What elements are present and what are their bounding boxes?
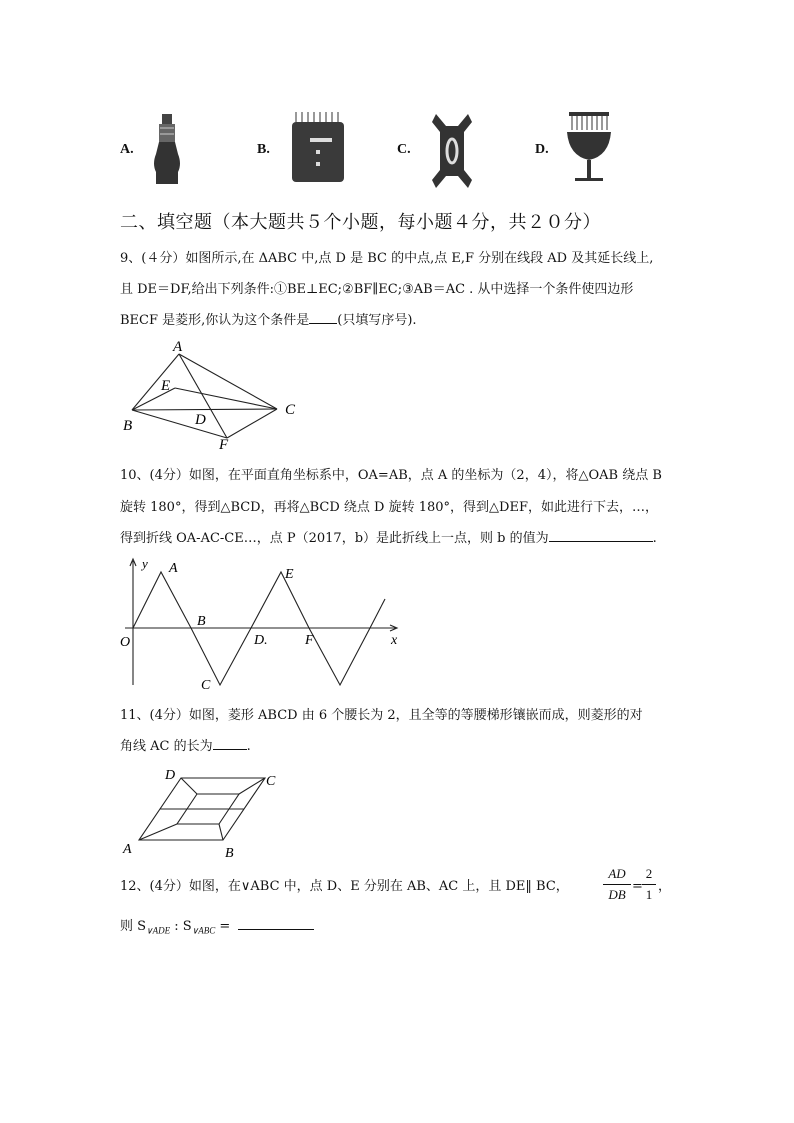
- q12-line-2: [120, 920, 314, 936]
- q9-line-2: 且 DE＝DF,给出下列条件:①BE⊥EC;②BF∥EC;③AB＝AC . 从中选择一个条件使四边形: [120, 282, 634, 297]
- q12-fraction-ad-db: [603, 866, 631, 903]
- q12-fraction-2-1: [642, 866, 656, 903]
- q9-label-f: F: [219, 437, 229, 453]
- q10-label-f: F: [305, 633, 314, 648]
- q10-label-e: E: [285, 567, 294, 582]
- q10-line-2: 旋转 180°，得到△BCD，再将△BCD 绕点 D 旋转 180°，得到△DEF，如此进行下去，…，: [120, 500, 658, 515]
- q10-label-b: B: [197, 614, 206, 629]
- q11-label-d: D: [165, 768, 176, 783]
- q10-label-a: A: [169, 561, 178, 576]
- q12-sub-ade: ∨ADE: [146, 925, 171, 936]
- q12-sub-abc: ∨ABC: [191, 925, 216, 936]
- option-b-label: B.: [257, 142, 270, 157]
- q11-rhombus-figure: [115, 762, 295, 862]
- q12-frac1-den: DB: [603, 884, 631, 903]
- option-a-label: A.: [120, 142, 134, 157]
- q11-line-2-text: 角线 AC 的长为: [120, 739, 213, 754]
- q12-frac2-den: 1: [642, 884, 656, 903]
- q9-label-d: D: [195, 412, 206, 428]
- q11-answer-blank[interactable]: [213, 749, 247, 750]
- q9-label-b: B: [123, 418, 133, 434]
- q12-equals-2: =: [215, 919, 231, 934]
- q9-label-c: C: [285, 402, 296, 418]
- q10-line-3-end: .: [652, 531, 657, 546]
- q10-label-x: x: [391, 633, 398, 648]
- q9-answer-blank[interactable]: [309, 323, 337, 324]
- q9-line-3-end: (只填写序号).: [337, 313, 417, 328]
- q11-label-b: B: [225, 846, 234, 861]
- q12-equals: =: [632, 879, 643, 894]
- q10-label-c: C: [201, 678, 211, 693]
- q9-label-a: A: [173, 339, 183, 355]
- q10-line-3-text: 得到折线 OA-AC-CE…，点 P（2017，b）是此折线上一点，则 b 的值为: [120, 531, 549, 546]
- q10-line-1: 10、(4分）如图，在平面直角坐标系中，OA=AB，点 A 的坐标为（2，4），将△OAB 绕点 B: [120, 468, 662, 483]
- q12-answer-blank[interactable]: [238, 929, 314, 930]
- bottle-figure: [150, 112, 184, 188]
- q9-line-3: [120, 314, 417, 327]
- option-d-label: D.: [535, 142, 549, 157]
- q11-label-a: A: [123, 842, 132, 857]
- q9-line-3-text: BECF 是菱形,你认为这个条件是: [120, 313, 310, 328]
- q12-line-1: [120, 880, 569, 893]
- q9-label-e: E: [161, 378, 171, 394]
- q10-line-3: [120, 532, 657, 545]
- q11-line-2: [120, 740, 251, 753]
- q11-line-1: 11、(4分）如图，菱形 ABCD 由 6 个腰长为 2，且全等的等腰梯形镶嵌而成，则菱形的对: [120, 708, 643, 723]
- q12-frac1-num: AD: [608, 866, 626, 881]
- q12-line-1-end: ，: [658, 879, 672, 894]
- q12-ratio-colon: : S: [170, 919, 192, 934]
- q10-answer-blank[interactable]: [549, 541, 653, 542]
- q10-zigzag-figure: [115, 555, 405, 695]
- q9-triangle-figure: [115, 336, 315, 454]
- q12-frac2-num: 2: [645, 866, 653, 881]
- q10-label-y: y: [142, 556, 148, 571]
- option-c-label: C.: [397, 142, 411, 157]
- q11-label-c: C: [266, 774, 276, 789]
- q12-s-label: 则 S: [120, 919, 147, 934]
- q12-line-1-text: 12、(4分）如图，在∨ABC 中，点 D、E 分别在 AB、AC 上，且 DE‖ BC，: [120, 879, 569, 894]
- section-title: 二、填空题（本大题共５个小题，每小题４分，共２０分）: [120, 212, 601, 233]
- q11-line-2-end: .: [246, 739, 251, 754]
- q10-label-o: O: [120, 635, 131, 650]
- goblet-figure: [565, 108, 613, 186]
- notepad-figure: [290, 110, 346, 186]
- q9-line-1: 9、(４分）如图所示,在 ΔABC 中,点 D 是 BC 的中点,点 E,F 分别在线段 AD 及其延长线上,: [120, 251, 654, 266]
- wrench-figure: [430, 112, 474, 190]
- q10-label-d: D.: [254, 633, 268, 648]
